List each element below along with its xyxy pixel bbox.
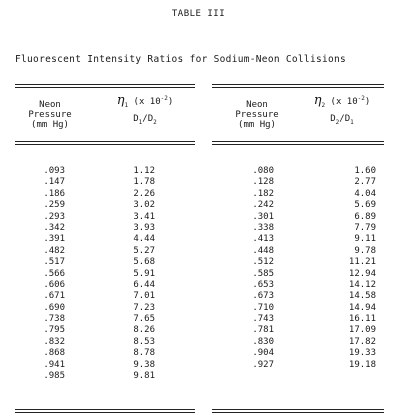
pressure-cell: .673 bbox=[252, 291, 274, 302]
table-row bbox=[15, 371, 195, 382]
table-row bbox=[212, 291, 384, 302]
table-row bbox=[15, 337, 195, 348]
bottom-rule-second bbox=[212, 412, 384, 413]
pressure-cell: .448 bbox=[252, 245, 274, 256]
pressure-cell: .606 bbox=[43, 279, 65, 290]
table-row bbox=[15, 177, 195, 188]
pressure-cell: .517 bbox=[43, 257, 65, 268]
ratio-cell: 17.82 bbox=[348, 336, 376, 347]
ratio-cell: 12.94 bbox=[348, 268, 376, 279]
pressure-cell: .927 bbox=[252, 359, 274, 370]
table-row bbox=[212, 325, 384, 336]
table-row bbox=[212, 234, 384, 245]
right-rows bbox=[212, 166, 384, 371]
pressure-cell: .690 bbox=[43, 302, 65, 313]
ratio-cell: 8.53 bbox=[133, 336, 155, 347]
pressure-cell: .128 bbox=[252, 177, 274, 188]
ratio-cell: 5.91 bbox=[133, 268, 155, 279]
ratio-cell: 3.02 bbox=[133, 200, 155, 211]
bottom-rule bbox=[212, 409, 384, 410]
ratio-cell: 8.78 bbox=[133, 348, 155, 359]
table-row bbox=[212, 314, 384, 325]
pressure-cell: .147 bbox=[43, 177, 65, 188]
ratio-cell: 14.58 bbox=[348, 291, 376, 302]
table-row bbox=[212, 348, 384, 359]
pressure-header: Neon Pressure (mm Hg) bbox=[235, 100, 279, 130]
ratio-cell: 7.79 bbox=[354, 222, 376, 233]
table-row bbox=[15, 223, 195, 234]
table-row bbox=[15, 257, 195, 268]
ratio-cell: 17.09 bbox=[348, 325, 376, 336]
pressure-cell: .182 bbox=[252, 188, 274, 199]
ratio-cell: 6.89 bbox=[354, 211, 376, 222]
table-row bbox=[15, 212, 195, 223]
ratio-cell: 2.26 bbox=[133, 188, 155, 199]
pressure-cell: .566 bbox=[43, 268, 65, 279]
ratio-cell: 9.11 bbox=[354, 234, 376, 245]
table-row bbox=[15, 166, 195, 177]
table-row bbox=[212, 257, 384, 268]
top-rule-second bbox=[15, 87, 195, 88]
pressure-cell: .585 bbox=[252, 268, 274, 279]
pressure-cell: .941 bbox=[43, 359, 65, 370]
ratio-cell: 19.33 bbox=[348, 348, 376, 359]
table-row bbox=[15, 348, 195, 359]
pressure-cell: .985 bbox=[43, 371, 65, 382]
ratio-cell: 1.78 bbox=[133, 177, 155, 188]
table-title: TABLE III bbox=[171, 9, 226, 19]
pressure-cell: .653 bbox=[252, 279, 274, 290]
table-row bbox=[15, 291, 195, 302]
pressure-cell: .512 bbox=[252, 257, 274, 268]
ratio-cell: 3.93 bbox=[133, 222, 155, 233]
table-row bbox=[15, 360, 195, 371]
ratio-cell: 5.27 bbox=[133, 245, 155, 256]
ratio-cell: 7.65 bbox=[133, 314, 155, 325]
table-row bbox=[15, 234, 195, 245]
ratio-cell: 6.44 bbox=[133, 279, 155, 290]
table-row bbox=[15, 246, 195, 257]
ratio-cell: 19.18 bbox=[348, 359, 376, 370]
table-row bbox=[212, 303, 384, 314]
ratio-cell: 9.38 bbox=[133, 359, 155, 370]
ratio-cell: 7.01 bbox=[133, 291, 155, 302]
ratio-cell: 1.12 bbox=[133, 166, 155, 176]
header-rule bbox=[212, 141, 384, 142]
ratio-cell: 11.21 bbox=[348, 257, 376, 268]
table-row bbox=[15, 325, 195, 336]
table-row bbox=[15, 314, 195, 325]
table-row bbox=[15, 200, 195, 211]
table-row bbox=[212, 223, 384, 234]
ratio-cell: 9.81 bbox=[133, 371, 155, 382]
top-rule bbox=[15, 84, 195, 85]
pressure-cell: .242 bbox=[252, 200, 274, 211]
header-rule-second bbox=[15, 144, 195, 145]
ratio-cell: 7.23 bbox=[133, 302, 155, 313]
pressure-cell: .342 bbox=[43, 222, 65, 233]
pressure-cell: .904 bbox=[252, 348, 274, 359]
ratio-cell: 5.68 bbox=[133, 257, 155, 268]
pressure-cell: .301 bbox=[252, 211, 274, 222]
ratio-cell: 2.77 bbox=[354, 177, 376, 188]
table-row bbox=[212, 166, 384, 177]
bottom-rule-second bbox=[15, 412, 195, 413]
table-row bbox=[212, 246, 384, 257]
table-row bbox=[212, 189, 384, 200]
ratio-cell: 5.69 bbox=[354, 200, 376, 211]
table-row bbox=[15, 303, 195, 314]
table-row bbox=[212, 177, 384, 188]
pressure-cell: .832 bbox=[43, 336, 65, 347]
ratio-cell: 3.41 bbox=[133, 211, 155, 222]
table-row bbox=[15, 269, 195, 280]
table-row bbox=[212, 280, 384, 291]
table-row bbox=[15, 189, 195, 200]
table-caption: Fluorescent Intensity Ratios for Sodium-Neon Collisions bbox=[15, 54, 347, 65]
pressure-cell: .413 bbox=[252, 234, 274, 245]
ratio-cell: 4.44 bbox=[133, 234, 155, 245]
left-rows bbox=[15, 166, 195, 382]
ratio-cell: 8.26 bbox=[133, 325, 155, 336]
top-rule bbox=[212, 84, 384, 85]
table-row bbox=[212, 200, 384, 211]
pressure-cell: .338 bbox=[252, 222, 274, 233]
pressure-cell: .186 bbox=[43, 188, 65, 199]
pressure-cell: .795 bbox=[43, 325, 65, 336]
pressure-header: Neon Pressure (mm Hg) bbox=[28, 100, 72, 130]
ratio-header: $\eta_2$ (x $10^{-2}$) $D_2/D_1$ bbox=[313, 93, 371, 126]
pressure-cell: .743 bbox=[252, 314, 274, 325]
pressure-cell: .293 bbox=[43, 211, 65, 222]
pressure-cell: .093 bbox=[43, 166, 65, 176]
top-rule-second bbox=[212, 87, 384, 88]
ratio-cell: 9.78 bbox=[354, 245, 376, 256]
ratio-cell: 16.11 bbox=[348, 314, 376, 325]
table-row bbox=[212, 337, 384, 348]
pressure-cell: .080 bbox=[252, 166, 274, 176]
pressure-cell: .868 bbox=[43, 348, 65, 359]
bottom-rule bbox=[15, 409, 195, 410]
table-row bbox=[212, 269, 384, 280]
ratio-cell: 14.94 bbox=[348, 302, 376, 313]
pressure-cell: .781 bbox=[252, 325, 274, 336]
table-row bbox=[212, 212, 384, 223]
pressure-cell: .738 bbox=[43, 314, 65, 325]
pressure-cell: .391 bbox=[43, 234, 65, 245]
header-rule bbox=[15, 141, 195, 142]
ratio-cell: 14.12 bbox=[348, 279, 376, 290]
table-row bbox=[212, 360, 384, 371]
ratio-cell: 4.04 bbox=[354, 188, 376, 199]
table-row bbox=[15, 280, 195, 291]
pressure-cell: .830 bbox=[252, 336, 274, 347]
pressure-cell: .482 bbox=[43, 245, 65, 256]
pressure-cell: .671 bbox=[43, 291, 65, 302]
ratio-cell: 1.60 bbox=[354, 166, 376, 176]
pressure-cell: .710 bbox=[252, 302, 274, 313]
header-rule-second bbox=[212, 144, 384, 145]
ratio-header: $\eta_1$ (x $10^{-2}$) $D_1/D_2$ bbox=[116, 93, 174, 126]
pressure-cell: .259 bbox=[43, 200, 65, 211]
